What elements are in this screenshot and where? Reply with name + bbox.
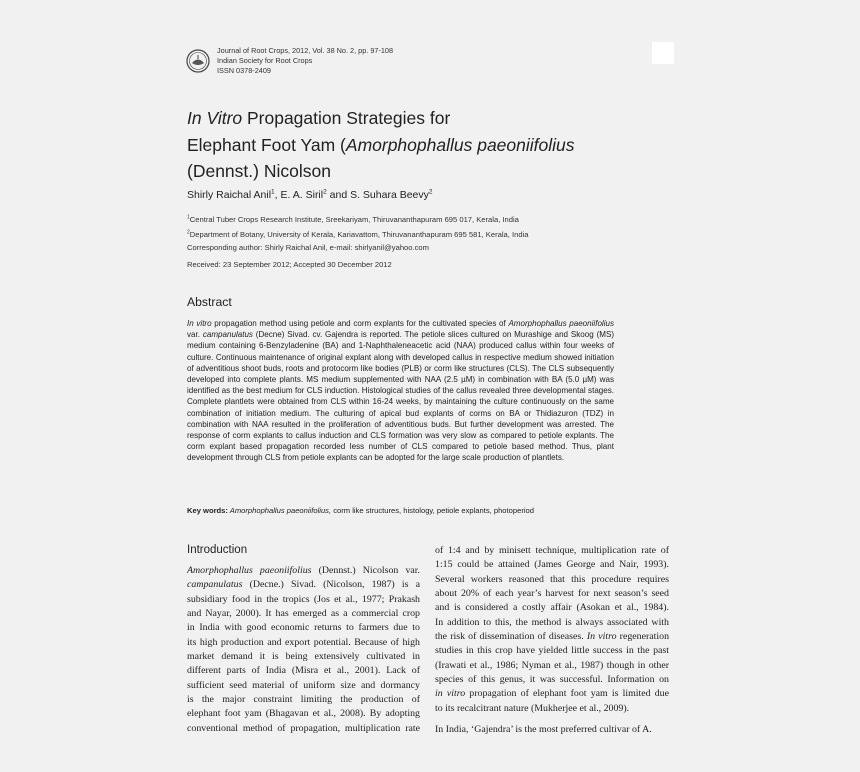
text-line: In India, ‘Gajendra’ is the most preferred cultivar of A. [435,724,652,736]
text-line: subsidiary food in the tropics (Jos et al., 1977; Prakash [187,593,420,605]
text-line: different parts of India (Misra et al., 2001). Lack of [187,665,420,677]
text-line: In addition to this, the method is always associated with [435,616,669,628]
text-line: in vitro propagation of elephant foot yam is limited due [435,688,670,700]
text-line: campanulatus (Decne.) Sivad. (Nicolson, 1987) is a [187,579,420,591]
text-line: studies in this crop have yielded little success in the past [435,645,669,657]
keywords: Key words: Amorphophallus paeoniifolius, corm like structures, histology, petiole explants, photoperiod [187,506,534,515]
text-line: and Nayar, 2000). It has emerged as a commercial crop [187,608,420,620]
introduction-heading: Introduction [187,544,248,556]
journal-issn: ISSN 0378-2409 [217,66,271,75]
text-line: Amorphophallus paeoniifolius (Dennst.) Nicolson var. [187,565,420,576]
text-line: Several workers reasoned that this procedure requires [435,573,669,585]
paper-title: In Vitro Propagation Strategies for Elephant Foot Yam (Amorphophallus paeoniifolius (Dennst.) Nicolson [187,108,575,181]
introduction-column-1 [187,564,420,736]
received-dates: Received: 23 September 2012; Accepted 30 December 2012 [187,260,392,269]
author-list: Shirly Raichal Anil$^1$, E. A. Siril$^2$ and S. Suhara Beevy$^2$ [187,188,433,201]
white-square [652,42,674,64]
society-logo-icon [186,49,210,73]
introduction-column-2 [435,544,669,737]
corresponding-author: Corresponding author: Shirly Raichal Anil, e-mail: shirlyanil@yahoo.com [187,243,429,252]
text-line: in India with good economic returns to farmers due to [187,622,420,634]
text-line: and is considered a costly affair (Asokan et al., 1984). [435,602,669,614]
text-line: sufficient seed material of uniform size and dormancy [187,679,420,691]
text-line: its high production and export potential. Because of high [187,636,420,648]
text-line: market demand it is being extensively cultivated in [187,651,420,663]
text-line: the risk of dissemination of diseases. In vitro regeneration [435,631,670,643]
journal-society: Indian Society for Root Crops [217,56,313,65]
text-line: species of this genus, it was successful. Information on [435,674,669,686]
text-line: conventional method of propagation, multiplication rate [187,722,420,734]
text-line: elephant foot yam (Bhagavan et al., 2008). By adopting [187,708,420,720]
journal-header [217,46,393,76]
text-line: to its recalcitrant nature (Mukherjee et al., 2009). [435,702,630,714]
affiliation-1: $^1$Central Tuber Crops Research Institute, Sreekariyam, Thiruvananthapuram 695 017, Kerala, India [187,214,519,224]
affiliation-2: $^2$Department of Botany, University of Kerala, Kariavattom, Thiruvananthapuram 695 581, Kerala, India [187,229,529,239]
text-line: is the major constraint limiting the production of [187,694,420,706]
text-line: of 1:4 and by minisett technique, multiplication rate of [435,545,669,556]
abstract-heading: Abstract [187,295,232,309]
text-line: 1:15 could be attained (James George and Nair, 1993). [435,559,669,571]
text-line: (Irawati et al., 1986; Nyman et al., 1987) though in other [435,659,669,671]
journal-citation: Journal of Root Crops, 2012, Vol. 38 No. 2, pp. 97-108 [217,46,394,55]
text-line: about 20% of each year’s harvest for next season’s seed [435,588,669,600]
abstract-body: In vitro propagation method using petiole and corm explants for the cultivated species of Amorphophallus paeoniifolius var. campanulatus (Decne) Sivad. cv. Gajendra is reported. The petiole slices cultured on Murashige and Skoog (MS) medium containing 6-Benzyladenine (BA) and 1-Naphthaleneacetic acid (NAA) produced callus within four weeks of culture. Continuous maintenance of original explant along with developed callus in respective medium showed initiation of adventitious shoot buds, roots and protocorm like bodies (PLB) or corm like structures (CLS). The CLS subsequently developed into complete plants. MS medium supplemented with NAA (2.5 µM) in combination with BA (5.0 µM) was identified as the best medium for CLS induction. Histological studies of the callus revealed three developmental stages. Complete plantlets were obtained from CLS within 16-24 weeks, by maintaining the culture continuously on the same combination of initiation medium. The culturing of apical bud explants of corms on BA or Thidiazuron (TDZ) in combination with NAA resulted in the proliferation of adventitious buds. But further development was arrested. The response of corm explants to callus induction and CLS formation was very slow as compared to petiole explants. The corm explant based propagation recorded less number of CLS compared to petiole based method. Thus, plant development through CLS from petiole explants can be adopted for the large scale production of plantlets. [187,319,615,463]
